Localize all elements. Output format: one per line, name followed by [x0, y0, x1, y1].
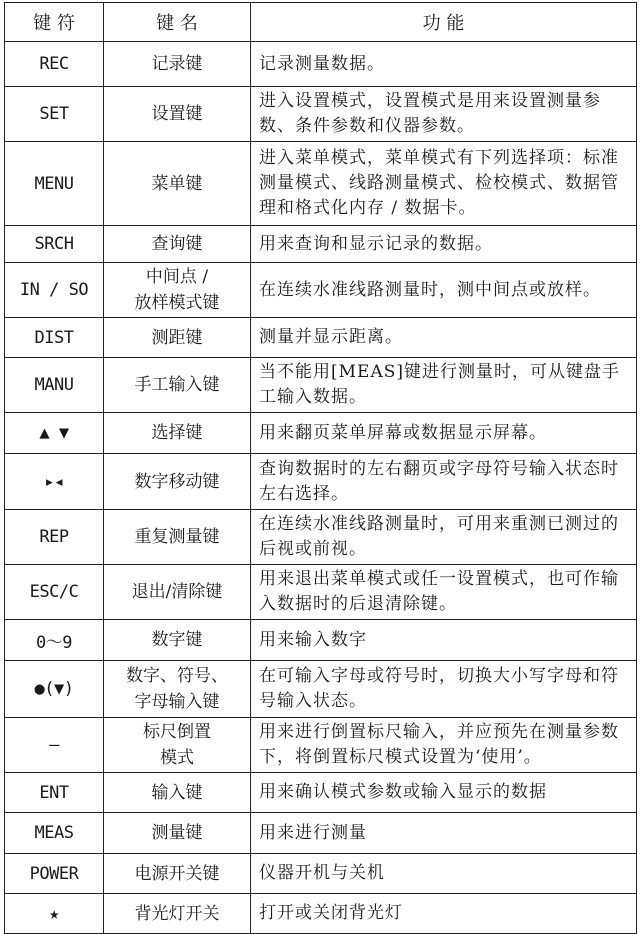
table-row — [5, 565, 637, 620]
key-name: 查询键 — [104, 226, 251, 263]
key-name: 手工输入键 — [104, 358, 251, 413]
key-name: 标尺倒置 模式 — [104, 718, 251, 773]
table-row — [5, 813, 637, 854]
key-function: 测量并显示距离。 — [251, 318, 637, 358]
table-row — [5, 358, 637, 413]
key-name: 数字键 — [104, 620, 251, 661]
key-name: 菜单键 — [104, 142, 251, 226]
table-row — [5, 142, 637, 226]
key-name: 测量键 — [104, 813, 251, 854]
key-function-table — [4, 2, 637, 934]
header-key: 键 符 — [5, 3, 104, 42]
key-name: 数字移动键 — [104, 454, 251, 510]
table-row — [5, 263, 637, 318]
left-right-arrow-icon: ▸◂ — [5, 454, 104, 510]
key-function: 打开或关闭背光灯 — [251, 894, 637, 934]
key-function: 查询数据时的左右翻页或字母符号输入状态时左右选择。 — [251, 454, 637, 510]
key-function: 用来翻页菜单屏幕或数据显示屏幕。 — [251, 413, 637, 454]
table-row — [5, 661, 637, 718]
table-row — [5, 318, 637, 358]
key-symbol: SRCH — [5, 226, 104, 263]
table-row — [5, 42, 637, 87]
key-function: 记录测量数据。 — [251, 42, 637, 87]
key-function: 用来进行倒置标尺输入，并应预先在测量参数下，将倒置标尺模式设置为‘使用’。 — [251, 718, 637, 773]
dot-down-arrow-icon: ●(▼) — [5, 661, 104, 718]
key-symbol: SET — [5, 87, 104, 142]
table-row — [5, 718, 637, 773]
table-row — [5, 226, 637, 263]
key-function: 在连续水准线路测量时，测中间点或放样。 — [251, 263, 637, 318]
key-function: 用来退出菜单模式或任一设置模式，也可作输入数据时的后退清除键。 — [251, 565, 637, 620]
key-symbol: POWER — [5, 854, 104, 894]
table-row — [5, 894, 637, 934]
key-function: 当不能用[MEAS]键进行测量时，可从键盘手工输入数据。 — [251, 358, 637, 413]
key-name: 设置键 — [104, 87, 251, 142]
table-row — [5, 854, 637, 894]
key-symbol: IN / SO — [5, 263, 104, 318]
key-function: 仪器开机与关机 — [251, 854, 637, 894]
key-symbol: DIST — [5, 318, 104, 358]
key-function: 在可输入字母或符号时，切换大小写字母和符号输入状态。 — [251, 661, 637, 718]
table-row — [5, 510, 637, 565]
key-symbol: MENU — [5, 142, 104, 226]
key-symbol: MANU — [5, 358, 104, 413]
table-row — [5, 454, 637, 510]
star-icon: ★ — [5, 894, 104, 934]
key-function: 用来进行测量 — [251, 813, 637, 854]
table-header-row — [5, 3, 637, 42]
table-row — [5, 413, 637, 454]
key-name: 退出/清除键 — [104, 565, 251, 620]
key-name: 选择键 — [104, 413, 251, 454]
key-symbol: ESC/C — [5, 565, 104, 620]
key-name: 电源开关键 — [104, 854, 251, 894]
key-name: 记录键 — [104, 42, 251, 87]
key-symbol: MEAS — [5, 813, 104, 854]
key-name: 背光灯开关 — [104, 894, 251, 934]
key-name: 中间点 / 放样模式键 — [104, 263, 251, 318]
key-name: 输入键 — [104, 773, 251, 813]
key-function: 用来查询和显示记录的数据。 — [251, 226, 637, 263]
key-function: 进入菜单模式，菜单模式有下列选择项：标准测量模式、线路测量模式、检校模式、数据管理和格式化内存 / 数据卡。 — [251, 142, 637, 226]
table-row — [5, 87, 637, 142]
table-row — [5, 773, 637, 813]
key-name: 测距键 — [104, 318, 251, 358]
header-function: 功 能 — [251, 3, 637, 42]
table-row — [5, 620, 637, 661]
up-down-arrow-icon: ▲ ▼ — [5, 413, 104, 454]
key-name: 重复测量键 — [104, 510, 251, 565]
key-symbol: REC — [5, 42, 104, 87]
key-function: 用来确认模式参数或输入显示的数据 — [251, 773, 637, 813]
key-symbol: ENT — [5, 773, 104, 813]
key-symbol: REP — [5, 510, 104, 565]
key-symbol: 0～9 — [5, 620, 104, 661]
key-function: 进入设置模式，设置模式是用来设置测量参数、条件参数和仪器参数。 — [251, 87, 637, 142]
key-function: 在连续水准线路测量时，可用来重测已测过的后视或前视。 — [251, 510, 637, 565]
key-function: 用来输入数字 — [251, 620, 637, 661]
key-name: 数字、符号、 字母输入键 — [104, 661, 251, 718]
header-name: 键 名 — [104, 3, 251, 42]
dash-icon: — — [5, 718, 104, 773]
